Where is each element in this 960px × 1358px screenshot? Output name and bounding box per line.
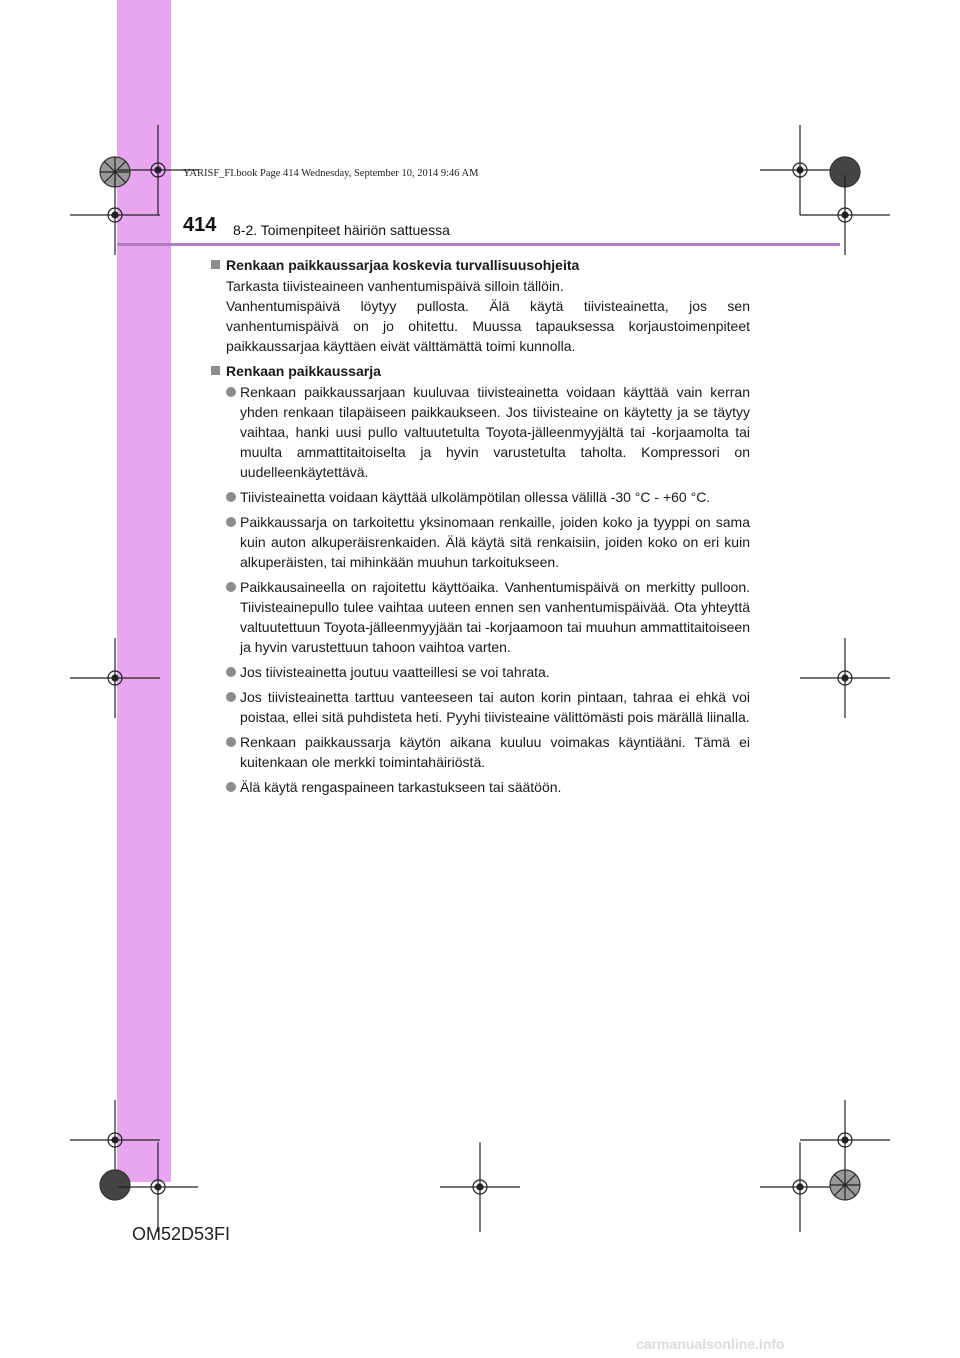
- crosshair-mark-bottom-left-a: [70, 1100, 160, 1180]
- circle-bullet-icon: [226, 387, 236, 397]
- crosshair-mark-bottom-right-a: [800, 1100, 890, 1180]
- sunburst-mark-bottom-left: [100, 1170, 130, 1200]
- list-item-text: Paikkausaineella on rajoitettu käyttöaika. Vanhentumispäivä on merkitty pulloon. Tiivisteainepullo tulee vaihtaa uuteen ennen sen vanhentumispäivää. Ota yhteyttä valtuutettuun Toyota-jälleenmyyjään tai -korjaamoon tai muuhun ammattitaitoiseen ja hyvin varustettuun tahoon vaihtoa varten.: [240, 579, 750, 655]
- circle-bullet-icon: [226, 582, 236, 592]
- crosshair-mark-mid-left: [70, 638, 160, 718]
- list-item-text: Jos tiivisteainetta tarttuu vanteeseen tai auton korin pintaan, tahraa ei ehkä voi poistaa, ellei sitä puhdisteta heti. Pyyhi tiivisteaine välittömästi pois märällä liinalla.: [240, 689, 750, 725]
- crosshair-mark-bottom-center: [440, 1142, 520, 1232]
- circle-bullet-icon: [226, 492, 236, 502]
- list-item-text: Jos tiivisteainetta joutuu vaatteillesi se voi tahrata.: [240, 664, 550, 680]
- list-item-text: Tiivisteainetta voidaan käyttää ulkolämpötilan ollessa välillä -30 °C - +60 °C.: [240, 489, 711, 505]
- crosshair-mark-bottom-right-b: [760, 1142, 840, 1232]
- heading-text: Renkaan paikkaussarjaa koskevia turvallisuusohjeita: [226, 257, 580, 273]
- circle-bullet-icon: [226, 517, 236, 527]
- header-rule: [117, 243, 840, 246]
- crosshair-mark-bottom-left-b: [118, 1142, 198, 1232]
- sunburst-mark-bottom-right: [830, 1170, 860, 1200]
- list-item: [210, 577, 750, 657]
- list-item: [210, 382, 750, 482]
- list-item: [210, 732, 750, 772]
- document-code: OM52D53FI: [132, 1224, 231, 1244]
- watermark: carmanualsonline.info: [636, 1336, 785, 1352]
- section-heading: [210, 361, 750, 381]
- square-bullet-icon: [211, 260, 220, 269]
- book-stamp: YARISF_FI.book Page 414 Wednesday, September 10, 2014 9:46 AM: [183, 168, 479, 179]
- list-item: [210, 687, 750, 727]
- square-bullet-icon: [211, 366, 220, 375]
- list-item-text: Paikkaussarja on tarkoitettu yksinomaan renkaille, joiden koko ja tyyppi on sama kuin auton alkuperäisrenkaiden. Älä käytä sitä renkaisiin, joiden koko on eri kuin alkuperäisten, tai mihinkään muuhun tarkoitukseen.: [240, 514, 750, 570]
- list-item-text: Älä käytä rengaspaineen tarkastukseen tai säätöön.: [240, 779, 562, 795]
- list-item: [210, 777, 750, 797]
- crosshair-mark-mid-right: [800, 638, 890, 718]
- section-title: 8-2. Toimenpiteet häiriön sattuessa: [233, 222, 450, 238]
- circle-bullet-icon: [226, 667, 236, 677]
- list-item: [210, 512, 750, 572]
- page-content: [210, 255, 750, 802]
- list-item: [210, 487, 750, 507]
- circle-bullet-icon: [226, 782, 236, 792]
- heading-text: Renkaan paikkaussarja: [226, 363, 381, 379]
- circle-bullet-icon: [226, 692, 236, 702]
- circle-bullet-icon: [226, 737, 236, 747]
- paragraph: Tarkasta tiivisteaineen vanhentumispäivä silloin tällöin.: [226, 278, 564, 294]
- page-number: 414: [183, 214, 217, 236]
- list-item-text: Renkaan paikkaussarja käytön aikana kuuluu voimakas käyntiääni. Tämä ei kuitenkaan ole merkki toimintahäiriöstä.: [240, 734, 750, 770]
- list-item: [210, 662, 750, 682]
- paragraph: Vanhentumispäivä löytyy pullosta. Älä käytä tiivisteainetta, jos sen vanhentumispäivä on jo ohitettu. Muussa tapauksessa korjaustoimenpiteet paikkaussarjaa käyttäen eivät välttämättä toimi kunnolla.: [226, 298, 750, 354]
- list-item-text: Renkaan paikkaussarjaan kuuluvaa tiivisteainetta voidaan käyttää vain kerran yhden renkaan tilapäiseen paikkaukseen. Jos tiivisteaine on käytetty ja se täytyy vaihtaa, hanki uusi pullo valtuutetulta Toyota-jälleenmyyjältä tai -korjaamolta tai muulta ammattitaitoiselta ja hyvin varustetulta taholta. Kompressori on uudelleenkäytettävä.: [240, 384, 750, 480]
- crosshair-mark-top-right-a: [760, 125, 840, 215]
- section-heading: [210, 255, 750, 275]
